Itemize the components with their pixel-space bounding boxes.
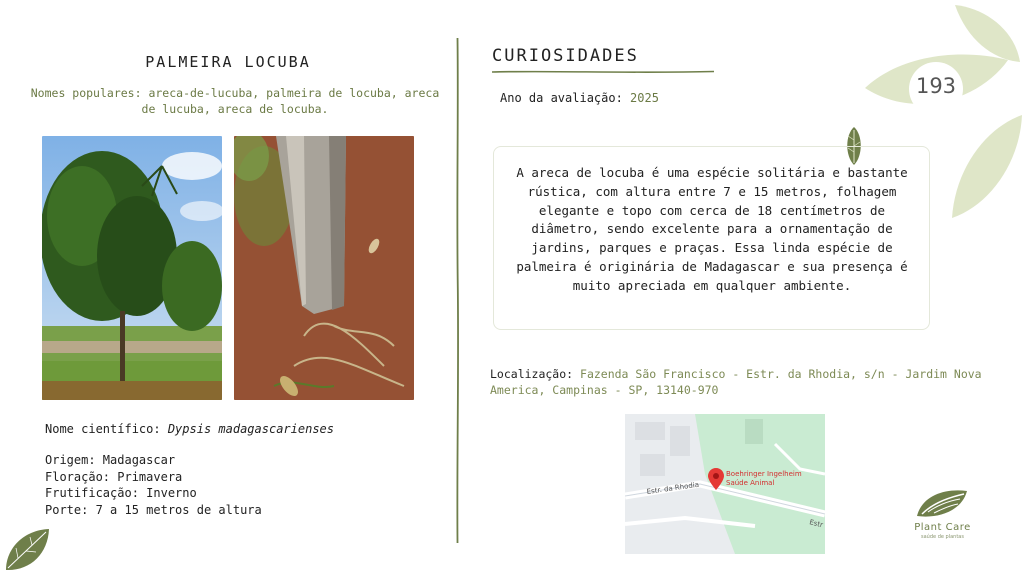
location-line — [490, 366, 990, 398]
evaluation-year — [500, 91, 659, 105]
palm-tree-photo — [42, 136, 222, 400]
map-graphic — [625, 414, 825, 554]
plant-care-logo-icon — [914, 486, 970, 520]
fruiting-line: Frutificação: Inverno — [45, 486, 197, 500]
plant-details — [45, 452, 262, 518]
map-road-label: Estr. da Rhodia — [646, 480, 700, 496]
scientific-label: Nome científico: — [45, 422, 168, 436]
size-line: Porte: 7 a 15 metros de altura — [45, 502, 262, 517]
location-value: Fazenda São Francisco - Estr. da Rhodia, s/n - Jardim Nova America, Campinas - SP, 13140-970 — [490, 367, 982, 397]
title-underline — [492, 69, 714, 75]
origin-line: Origem: Madagascar — [45, 453, 176, 467]
vertical-divider — [455, 38, 460, 543]
scientific-name: Dypsis madagascarienses — [167, 422, 334, 436]
leaf-shape-top — [955, 5, 1020, 62]
year-label: Ano da avaliação: — [500, 91, 631, 105]
page-number-badge: 193 — [915, 74, 957, 98]
location-label: Localização: — [490, 367, 581, 381]
map-pin-label-2: Saúde Animal — [726, 479, 775, 487]
plant-title: PALMEIRA LOCUBA — [145, 53, 311, 71]
flowering-line: Floração: Primavera — [45, 469, 183, 484]
scientific-name-line — [45, 422, 334, 436]
map-pin-label-1: Boehringer Ingelheim — [726, 470, 802, 478]
palm-trunk-photo — [234, 136, 414, 400]
leaf-shape-bottom — [952, 115, 1022, 218]
location-map[interactable] — [625, 414, 825, 554]
curiosities-title: CURIOSIDADES — [492, 46, 639, 66]
description-text: A areca de locuba é uma espécie solitária e bastante rústica, com altura entre 7 e 15 metros, folhagem elegante e topo com cerca de 18 centímetros de diâmetro, sendo excelente para a ornamentação de jardins, parques e praças. Essa linda espécie de palmeira é originária de Madagascar e sua presença é muito apreciada em qualquer ambiente. — [516, 165, 908, 293]
leaf-icon-bottom-left — [2, 526, 52, 574]
popular-names: Nomes populares: areca-de-lucuba, palmeira de locuba, areca de lucuba, areca de locuba. — [30, 86, 440, 116]
logo-name: Plant Care — [914, 522, 971, 533]
year-value: 2025 — [630, 91, 659, 105]
logo-tagline: saúde de plantas — [921, 534, 964, 540]
map-road-label-2: Estr — [808, 518, 824, 530]
